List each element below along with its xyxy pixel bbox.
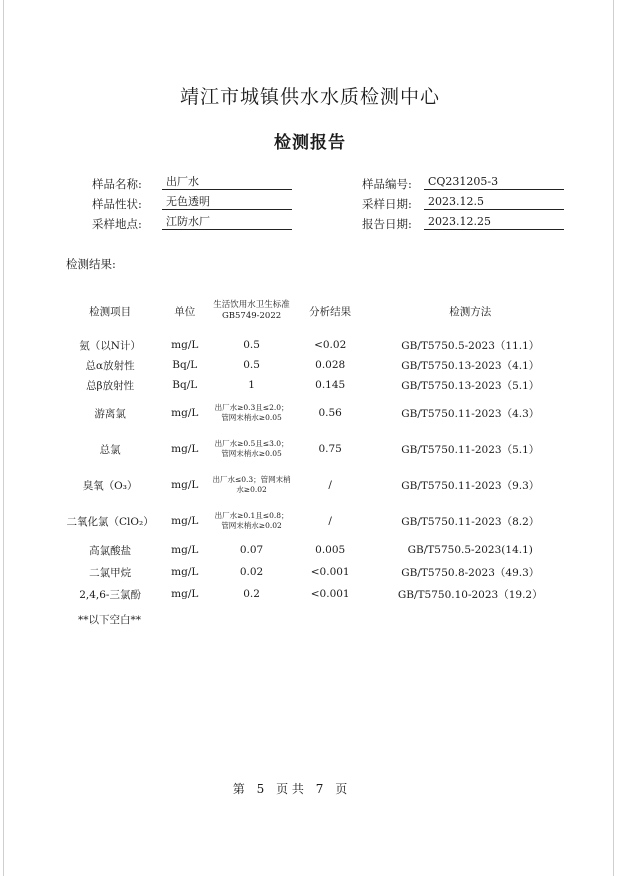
sampling-date-value: 2023.12.5 — [424, 194, 564, 210]
limit-cell: 0.5 — [243, 359, 260, 371]
table-row — [62, 335, 572, 355]
report-date-value: 2023.12.25 — [424, 214, 564, 230]
result-cell: 0.028 — [315, 359, 346, 371]
item-cell: 二氧化氯（ClO₂） — [66, 515, 154, 528]
limit-cell: 出厂水≥0.5且≤3.0；管网末梢水≥0.05 — [214, 439, 289, 458]
item-cell: 总氯 — [99, 443, 121, 456]
results-table — [62, 287, 572, 605]
page-number-footer — [0, 780, 580, 797]
column-header-result: 分析结果 — [309, 305, 352, 318]
page-suffix: 页 — [335, 782, 348, 796]
sample-id-value: CQ231205-3 — [424, 174, 564, 190]
result-cell: <0.02 — [314, 339, 347, 351]
unit-cell: mg/L — [171, 566, 199, 578]
limit-cell: 0.2 — [243, 588, 260, 600]
method-cell: GB/T5750.5-2023(14.1) — [407, 544, 533, 556]
method-cell: GB/T5750.11-2023（9.3） — [401, 479, 540, 492]
table-row — [62, 431, 572, 467]
method-cell: GB/T5750.11-2023（8.2） — [401, 515, 540, 528]
table-header-row — [62, 287, 572, 335]
result-cell: <0.001 — [310, 566, 350, 578]
page-mid-text: 页 共 — [276, 782, 304, 796]
limit-cell: 0.07 — [239, 544, 264, 556]
unit-cell: mg/L — [171, 339, 199, 351]
unit-cell: mg/L — [171, 588, 199, 600]
sampling-date-label: 采样日期: — [362, 197, 412, 211]
result-cell: 0.75 — [318, 443, 342, 455]
sample-state-value: 无色透明 — [162, 194, 292, 210]
unit-cell: Bq/L — [172, 359, 198, 371]
result-cell: / — [328, 479, 332, 491]
table-row — [62, 583, 572, 605]
method-cell: GB/T5750.13-2023（5.1） — [401, 379, 540, 392]
column-header-method: 检测方法 — [449, 305, 492, 318]
method-cell: GB/T5750.5-2023（11.1） — [401, 339, 540, 352]
page-prefix: 第 — [232, 782, 245, 796]
column-header-unit: 单位 — [174, 305, 196, 318]
table-row — [62, 395, 572, 431]
table-row — [62, 355, 572, 375]
method-cell: GB/T5750.11-2023（5.1） — [401, 443, 540, 456]
limit-cell: 1 — [248, 379, 255, 391]
table-row — [62, 539, 572, 561]
method-cell: GB/T5750.11-2023（4.3） — [401, 407, 540, 420]
sample-name-value: 出厂水 — [162, 174, 292, 190]
unit-cell: mg/L — [171, 515, 199, 527]
table-row — [62, 561, 572, 583]
limit-cell: 出厂水≥0.1且≤0.8；管网末梢水≥0.02 — [214, 511, 289, 530]
sample-id-label: 样品编号: — [362, 177, 412, 191]
unit-cell: mg/L — [171, 544, 199, 556]
item-cell: 2,4,6-三氯酚 — [79, 588, 141, 601]
table-row — [62, 503, 572, 539]
column-header-item: 检测项目 — [89, 305, 132, 318]
column-header-standard: 生活饮用水卫生标准GB5749-2022 — [213, 300, 290, 321]
unit-cell: Bq/L — [172, 379, 198, 391]
result-cell: 0.145 — [315, 379, 346, 391]
item-cell: 高氯酸盐 — [89, 544, 132, 557]
sampling-location-value: 江防水厂 — [162, 214, 292, 230]
results-section-title: 检测结果: — [66, 257, 116, 271]
unit-cell: mg/L — [171, 479, 199, 491]
end-of-results-note: **以下空白** — [78, 614, 141, 626]
unit-cell: mg/L — [171, 443, 199, 455]
method-cell: GB/T5750.10-2023（19.2） — [397, 588, 543, 601]
result-cell: <0.001 — [310, 588, 350, 600]
item-cell: 氨（以N计） — [79, 339, 141, 352]
limit-cell: 0.5 — [243, 339, 260, 351]
method-cell: GB/T5750.8-2023（49.3） — [401, 566, 540, 579]
organization-name: 靖江市城镇供水水质检测中心 — [179, 86, 440, 108]
result-cell: 0.56 — [318, 407, 342, 419]
limit-cell: 出厂水≤0.3；管网末梢水≥0.02 — [212, 475, 291, 494]
unit-cell: mg/L — [171, 407, 199, 419]
report-date-label: 报告日期: — [362, 217, 412, 231]
sample-name-label: 样品名称: — [92, 177, 142, 191]
limit-cell: 出厂水≥0.3且≤2.0；管网末梢水≥0.05 — [214, 403, 289, 422]
item-cell: 游离氯 — [94, 407, 126, 420]
sampling-location-label: 采样地点: — [92, 217, 142, 231]
item-cell: 二氯甲烷 — [89, 566, 132, 579]
report-title: 检测报告 — [274, 133, 346, 153]
sample-state-label: 样品性状: — [92, 197, 142, 211]
limit-cell: 0.02 — [239, 566, 264, 578]
item-cell: 总β放射性 — [86, 379, 135, 392]
current-page-number: 5 — [256, 782, 265, 796]
table-row — [62, 375, 572, 395]
total-pages-number: 7 — [315, 782, 324, 796]
item-cell: 总α放射性 — [85, 359, 135, 372]
result-cell: / — [328, 515, 332, 527]
result-cell: 0.005 — [315, 544, 346, 556]
item-cell: 臭氧（O₃） — [82, 479, 138, 492]
method-cell: GB/T5750.13-2023（4.1） — [401, 359, 540, 372]
table-row — [62, 467, 572, 503]
